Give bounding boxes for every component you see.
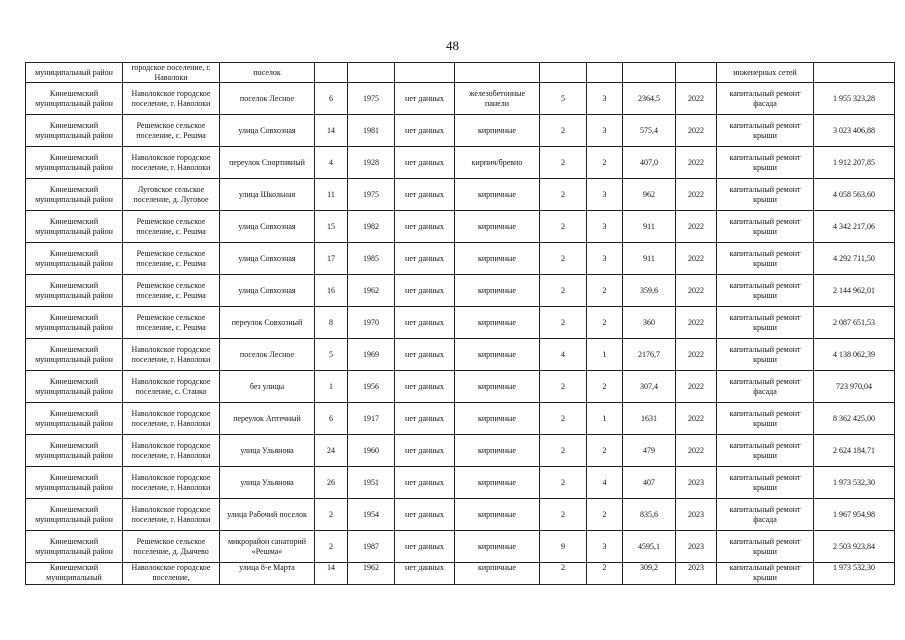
floors-cell: 2 (540, 371, 587, 403)
house-number-cell (315, 63, 348, 83)
table-row (26, 63, 895, 83)
floors-cell: 2 (540, 307, 587, 339)
year-cell: 2022 (676, 179, 717, 211)
floors-cell (540, 63, 587, 83)
wear-cell: нет данных (395, 499, 455, 531)
district-cell: Кинешемский муниципальный район (26, 83, 123, 115)
street-cell: улица Рабочий поселок (220, 499, 315, 531)
wear-cell: нет данных (395, 179, 455, 211)
work-type-cell: капитальный ремонт крыши (717, 179, 814, 211)
settlement-cell: Решемское сельское поселение, с. Решма (123, 243, 220, 275)
street-cell: улица Школьная (220, 179, 315, 211)
table-row (26, 563, 895, 585)
wall-material-cell: кирпичные (455, 371, 540, 403)
entrances-cell: 2 (587, 307, 623, 339)
area-cell: 2176,7 (623, 339, 676, 371)
area-cell: 575,4 (623, 115, 676, 147)
area-cell: 407 (623, 467, 676, 499)
table-row (26, 275, 895, 307)
street-cell: улица Ульянова (220, 435, 315, 467)
work-type-cell: капитальный ремонт крыши (717, 531, 814, 563)
cost-cell: 4 058 563,60 (814, 179, 895, 211)
area-cell: 911 (623, 211, 676, 243)
street-cell: поселок (220, 63, 315, 83)
street-cell: переулок Спортивный (220, 147, 315, 179)
wear-cell (395, 63, 455, 83)
settlement-cell: Решемское сельское поселение, с. Решма (123, 275, 220, 307)
street-cell: без улицы (220, 371, 315, 403)
work-type-cell: капитальный ремонт крыши (717, 147, 814, 179)
wall-material-cell (455, 63, 540, 83)
district-cell: Кинешемский муниципальный район (26, 339, 123, 371)
wear-cell: нет данных (395, 243, 455, 275)
street-cell: улица Совхозная (220, 243, 315, 275)
wear-cell: нет данных (395, 115, 455, 147)
year-cell: 2022 (676, 339, 717, 371)
wall-material-cell: кирпичные (455, 403, 540, 435)
build-year-cell: 1982 (348, 211, 395, 243)
district-cell: Кинешемский муниципальный район (26, 371, 123, 403)
wear-cell: нет данных (395, 275, 455, 307)
house-number-cell: 17 (315, 243, 348, 275)
entrances-cell: 2 (587, 499, 623, 531)
entrances-cell: 2 (587, 275, 623, 307)
table-row (26, 371, 895, 403)
work-type-cell: капитальный ремонт крыши (717, 403, 814, 435)
wear-cell: нет данных (395, 531, 455, 563)
entrances-cell: 1 (587, 339, 623, 371)
area-cell: 962 (623, 179, 676, 211)
work-type-cell: капитальный ремонт крыши (717, 339, 814, 371)
settlement-cell: Наволокское городское поселение, г. Наволоки (123, 83, 220, 115)
street-cell: переулок Совхозный (220, 307, 315, 339)
year-cell: 2022 (676, 403, 717, 435)
street-cell: улица Совхозная (220, 275, 315, 307)
district-cell: Кинешемский муниципальный район (26, 307, 123, 339)
settlement-cell: городское поселение, г. Наволоки (123, 63, 220, 83)
wall-material-cell: кирпичные (455, 467, 540, 499)
work-type-cell: капитальный ремонт фасада (717, 371, 814, 403)
table-row (26, 179, 895, 211)
district-cell: Кинешемский муниципальный район (26, 531, 123, 563)
street-cell: поселок Лесное (220, 83, 315, 115)
table-row (26, 211, 895, 243)
floors-cell: 5 (540, 83, 587, 115)
street-cell: улица Ульянова (220, 467, 315, 499)
wall-material-cell: кирпичные (455, 211, 540, 243)
floors-cell: 2 (540, 435, 587, 467)
floors-cell: 2 (540, 243, 587, 275)
district-cell: Кинешемский муниципальный район (26, 467, 123, 499)
table-row (26, 147, 895, 179)
wall-material-cell: кирпичные (455, 275, 540, 307)
work-type-cell: капитальный ремонт крыши (717, 307, 814, 339)
table-row (26, 307, 895, 339)
entrances-cell: 2 (587, 371, 623, 403)
year-cell: 2022 (676, 115, 717, 147)
house-number-cell: 4 (315, 147, 348, 179)
build-year-cell (348, 63, 395, 83)
year-cell: 2023 (676, 467, 717, 499)
cost-cell: 2 087 651,53 (814, 307, 895, 339)
entrances-cell (587, 63, 623, 83)
cost-cell: 4 342 217,06 (814, 211, 895, 243)
area-cell: 309,2 (623, 563, 676, 585)
build-year-cell: 1917 (348, 403, 395, 435)
district-cell: Кинешемский муниципальный район (26, 275, 123, 307)
district-cell: Кинешемский муниципальный район (26, 435, 123, 467)
table-row (26, 115, 895, 147)
floors-cell: 2 (540, 403, 587, 435)
cost-cell: 2 503 923,84 (814, 531, 895, 563)
year-cell: 2022 (676, 435, 717, 467)
cost-cell (814, 63, 895, 83)
house-number-cell: 14 (315, 115, 348, 147)
floors-cell: 4 (540, 339, 587, 371)
table-row (26, 83, 895, 115)
year-cell (676, 63, 717, 83)
wear-cell: нет данных (395, 403, 455, 435)
wall-material-cell: кирпичные (455, 243, 540, 275)
settlement-cell: Решемское сельское поселение, с. Решма (123, 307, 220, 339)
wall-material-cell: кирпичные (455, 435, 540, 467)
wall-material-cell: кирпичные (455, 531, 540, 563)
table-row (26, 435, 895, 467)
entrances-cell: 4 (587, 467, 623, 499)
wear-cell: нет данных (395, 371, 455, 403)
entrances-cell: 3 (587, 115, 623, 147)
cost-cell: 4 292 711,50 (814, 243, 895, 275)
build-year-cell: 1956 (348, 371, 395, 403)
area-cell: 479 (623, 435, 676, 467)
wear-cell: нет данных (395, 307, 455, 339)
street-cell: улица Совхозная (220, 211, 315, 243)
build-year-cell: 1985 (348, 243, 395, 275)
settlement-cell: Решемское сельское поселение, с. Решма (123, 115, 220, 147)
house-number-cell: 1 (315, 371, 348, 403)
floors-cell: 2 (540, 211, 587, 243)
build-year-cell: 1962 (348, 275, 395, 307)
street-cell: улица Совхозная (220, 115, 315, 147)
area-cell: 407,0 (623, 147, 676, 179)
entrances-cell: 2 (587, 435, 623, 467)
settlement-cell: Решемское сельское поселение, д. Дьячево (123, 531, 220, 563)
cost-cell: 1 955 323,28 (814, 83, 895, 115)
wear-cell: нет данных (395, 467, 455, 499)
area-cell: 1631 (623, 403, 676, 435)
house-number-cell: 15 (315, 211, 348, 243)
wall-material-cell: кирпичные (455, 339, 540, 371)
entrances-cell: 3 (587, 179, 623, 211)
street-cell: улица 8-е Марта (220, 563, 315, 585)
year-cell: 2023 (676, 499, 717, 531)
table-row (26, 531, 895, 563)
floors-cell: 9 (540, 531, 587, 563)
district-cell: Кинешемский муниципальный район (26, 179, 123, 211)
page-number: 48 (446, 38, 459, 53)
house-number-cell: 6 (315, 403, 348, 435)
entrances-cell: 1 (587, 403, 623, 435)
area-cell: 4595,1 (623, 531, 676, 563)
house-number-cell: 24 (315, 435, 348, 467)
build-year-cell: 1970 (348, 307, 395, 339)
wall-material-cell: кирпичные (455, 179, 540, 211)
floors-cell: 2 (540, 563, 587, 585)
build-year-cell: 1975 (348, 179, 395, 211)
work-type-cell: инженерных сетей (717, 63, 814, 83)
work-type-cell: капитальный ремонт крыши (717, 435, 814, 467)
area-cell: 359,6 (623, 275, 676, 307)
house-number-cell: 11 (315, 179, 348, 211)
settlement-cell: Наволокское городское поселение, г. Наволоки (123, 467, 220, 499)
work-type-cell: капитальный ремонт крыши (717, 563, 814, 585)
wear-cell: нет данных (395, 563, 455, 585)
house-number-cell: 8 (315, 307, 348, 339)
cost-cell: 2 144 962,01 (814, 275, 895, 307)
wear-cell: нет данных (395, 211, 455, 243)
area-cell: 2364,5 (623, 83, 676, 115)
build-year-cell: 1987 (348, 531, 395, 563)
cost-cell: 723 970,04 (814, 371, 895, 403)
settlement-cell: Наволокское городское поселение, г. Наволоки (123, 339, 220, 371)
district-cell: Кинешемский муниципальный (26, 563, 123, 585)
entrances-cell: 3 (587, 243, 623, 275)
build-year-cell: 1954 (348, 499, 395, 531)
cost-cell: 1 973 532,30 (814, 563, 895, 585)
entrances-cell: 3 (587, 211, 623, 243)
floors-cell: 2 (540, 147, 587, 179)
table-row (26, 499, 895, 531)
floors-cell: 2 (540, 115, 587, 147)
year-cell: 2022 (676, 211, 717, 243)
year-cell: 2022 (676, 243, 717, 275)
wall-material-cell: кирпичные (455, 307, 540, 339)
house-number-cell: 14 (315, 563, 348, 585)
settlement-cell: Наволокское городское поселение, г. Наволоки (123, 435, 220, 467)
cost-cell: 1 912 207,85 (814, 147, 895, 179)
cost-cell: 4 138 062,39 (814, 339, 895, 371)
area-cell (623, 63, 676, 83)
district-cell: Кинешемский муниципальный район (26, 211, 123, 243)
entrances-cell: 3 (587, 83, 623, 115)
work-type-cell: капитальный ремонт крыши (717, 243, 814, 275)
repair-schedule-table (25, 62, 895, 585)
floors-cell: 2 (540, 467, 587, 499)
settlement-cell: Луговское сельское поселение, д. Луговое (123, 179, 220, 211)
build-year-cell: 1951 (348, 467, 395, 499)
house-number-cell: 6 (315, 83, 348, 115)
district-cell: Кинешемский муниципальный район (26, 115, 123, 147)
build-year-cell: 1962 (348, 563, 395, 585)
district-cell: Кинешемский муниципальный район (26, 147, 123, 179)
street-cell: микрорайон санаторий «Решма» (220, 531, 315, 563)
settlement-cell: Наволокское городское поселение, г. Наволоки (123, 147, 220, 179)
year-cell: 2022 (676, 371, 717, 403)
entrances-cell: 2 (587, 147, 623, 179)
year-cell: 2022 (676, 83, 717, 115)
district-cell: муниципальный район (26, 63, 123, 83)
area-cell: 307,4 (623, 371, 676, 403)
wear-cell: нет данных (395, 339, 455, 371)
house-number-cell: 2 (315, 499, 348, 531)
table-row (26, 243, 895, 275)
house-number-cell: 16 (315, 275, 348, 307)
entrances-cell: 3 (587, 531, 623, 563)
build-year-cell: 1960 (348, 435, 395, 467)
wall-material-cell: железобетонные панели (455, 83, 540, 115)
wall-material-cell: кирпичные (455, 499, 540, 531)
build-year-cell: 1975 (348, 83, 395, 115)
area-cell: 911 (623, 243, 676, 275)
wall-material-cell: кирпичные (455, 563, 540, 585)
build-year-cell: 1928 (348, 147, 395, 179)
cost-cell: 8 362 425,00 (814, 403, 895, 435)
district-cell: Кинешемский муниципальный район (26, 499, 123, 531)
wall-material-cell: кирпичные (455, 115, 540, 147)
settlement-cell: Наволокское городское поселение, г. Наволоки (123, 403, 220, 435)
settlement-cell: Наволокское городское поселение, (123, 563, 220, 585)
cost-cell: 3 023 406,88 (814, 115, 895, 147)
floors-cell: 2 (540, 179, 587, 211)
work-type-cell: капитальный ремонт крыши (717, 211, 814, 243)
floors-cell: 2 (540, 499, 587, 531)
wear-cell: нет данных (395, 147, 455, 179)
build-year-cell: 1969 (348, 339, 395, 371)
wear-cell: нет данных (395, 83, 455, 115)
year-cell: 2023 (676, 531, 717, 563)
work-type-cell: капитальный ремонт фасада (717, 83, 814, 115)
table-row (26, 403, 895, 435)
house-number-cell: 2 (315, 531, 348, 563)
year-cell: 2022 (676, 275, 717, 307)
house-number-cell: 5 (315, 339, 348, 371)
work-type-cell: капитальный ремонт крыши (717, 115, 814, 147)
cost-cell: 1 967 954,98 (814, 499, 895, 531)
settlement-cell: Наволокское городское поселение, с. Станко (123, 371, 220, 403)
cost-cell: 2 624 184,71 (814, 435, 895, 467)
floors-cell: 2 (540, 275, 587, 307)
street-cell: поселок Лесное (220, 339, 315, 371)
settlement-cell: Наволокское городское поселение, г. Наволоки (123, 499, 220, 531)
area-cell: 835,6 (623, 499, 676, 531)
house-number-cell: 26 (315, 467, 348, 499)
work-type-cell: капитальный ремонт крыши (717, 275, 814, 307)
district-cell: Кинешемский муниципальный район (26, 403, 123, 435)
street-cell: переулок Аптечный (220, 403, 315, 435)
work-type-cell: капитальный ремонт крыши (717, 467, 814, 499)
build-year-cell: 1981 (348, 115, 395, 147)
year-cell: 2022 (676, 307, 717, 339)
year-cell: 2022 (676, 147, 717, 179)
table-row (26, 467, 895, 499)
entrances-cell: 2 (587, 563, 623, 585)
wear-cell: нет данных (395, 435, 455, 467)
cost-cell: 1 973 532,30 (814, 467, 895, 499)
table-row (26, 339, 895, 371)
settlement-cell: Решемское сельское поселение, с. Решма (123, 211, 220, 243)
work-type-cell: капитальный ремонт фасада (717, 499, 814, 531)
area-cell: 360 (623, 307, 676, 339)
district-cell: Кинешемский муниципальный район (26, 243, 123, 275)
year-cell: 2023 (676, 563, 717, 585)
wall-material-cell: кирпич/бревно (455, 147, 540, 179)
